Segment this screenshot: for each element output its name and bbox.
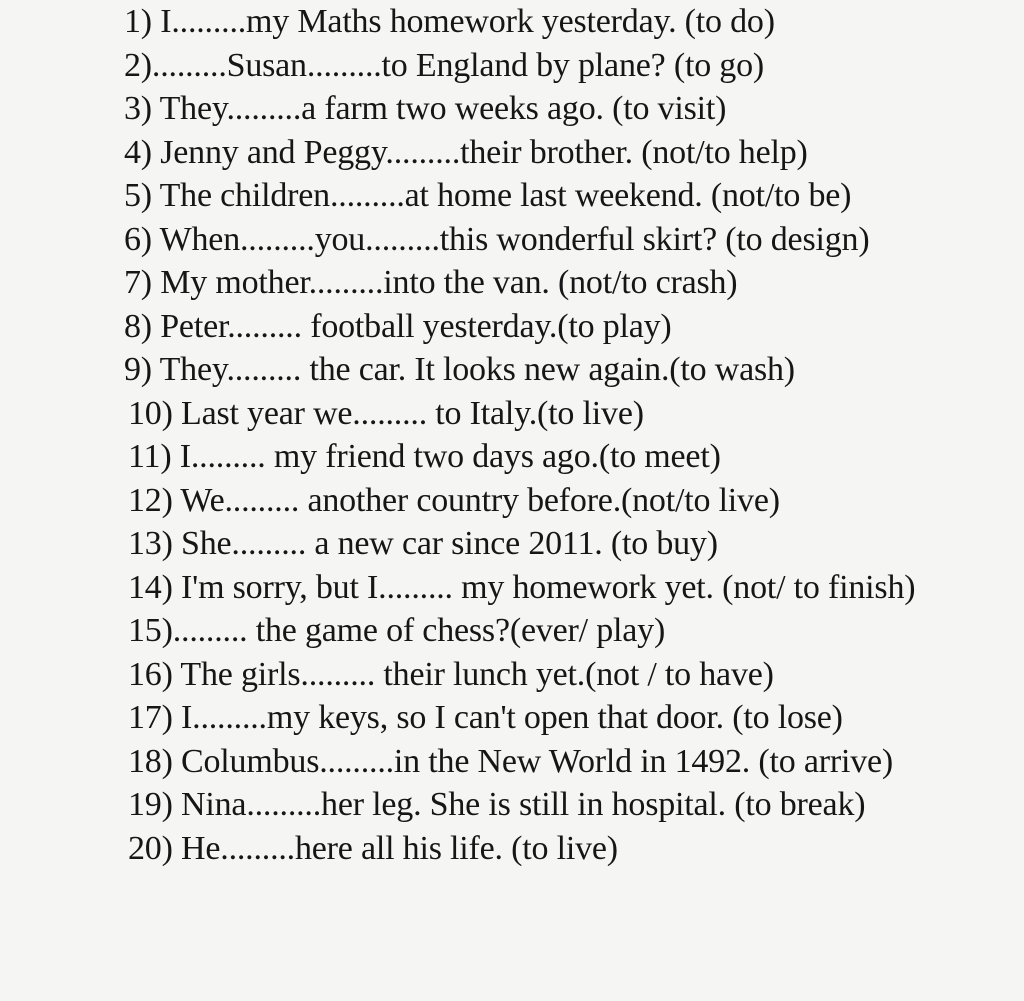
- exercise-item-7: 7) My mother.........into the van. (not/to crash): [124, 264, 738, 301]
- exercise-item-1: 1) I.........my Maths homework yesterday. (to do): [124, 3, 775, 40]
- exercise-item-16: 16) The girls......... their lunch yet.(not / to have): [128, 655, 774, 693]
- exercise-item-10: 10) Last year we......... to Italy.(to live): [128, 394, 644, 432]
- exercise-item-14: 14) I'm sorry, but I......... my homework yet. (not/ to finish): [128, 568, 916, 606]
- exercise-item-3: 3) They.........a farm two weeks ago. (to visit): [124, 90, 727, 127]
- bottom-edge-fade: [0, 995, 1024, 1001]
- exercise-item-12: 12) We......... another country before.(not/to live): [128, 481, 780, 519]
- exercise-item-17: 17) I.........my keys, so I can't open that door. (to lose): [128, 699, 843, 736]
- exercise-item-6: 6) When.........you.........this wonderful skirt? (to design): [124, 220, 870, 258]
- exercise-item-9: 9) They......... the car. It looks new again.(to wash): [124, 351, 795, 388]
- exercise-item-11: 11) I......... my friend two days ago.(to meet): [128, 438, 721, 475]
- exercise-item-4: 4) Jenny and Peggy.........their brother. (not/to help): [124, 133, 808, 171]
- exercise-item-2: 2).........Susan.........to England by plane? (to go): [124, 46, 765, 84]
- exercise-item-20: 20) He.........here all his life. (to live): [128, 829, 618, 867]
- exercise-item-18: 18) Columbus.........in the New World in 1492. (to arrive): [128, 742, 894, 780]
- exercise-item-5: 5) The children.........at home last weekend. (not/to be): [124, 177, 852, 214]
- exercise-item-15: 15)......... the game of chess?(ever/ play): [128, 612, 666, 649]
- exercise-item-13: 13) She......... a new car since 2011. (to buy): [128, 525, 718, 562]
- exercise-list: [124, 0, 1014, 870]
- exercise-item-19: 19) Nina.........her leg. She is still in hospital. (to break): [128, 786, 866, 823]
- exercise-item-8: 8) Peter......... football yesterday.(to play): [124, 307, 672, 345]
